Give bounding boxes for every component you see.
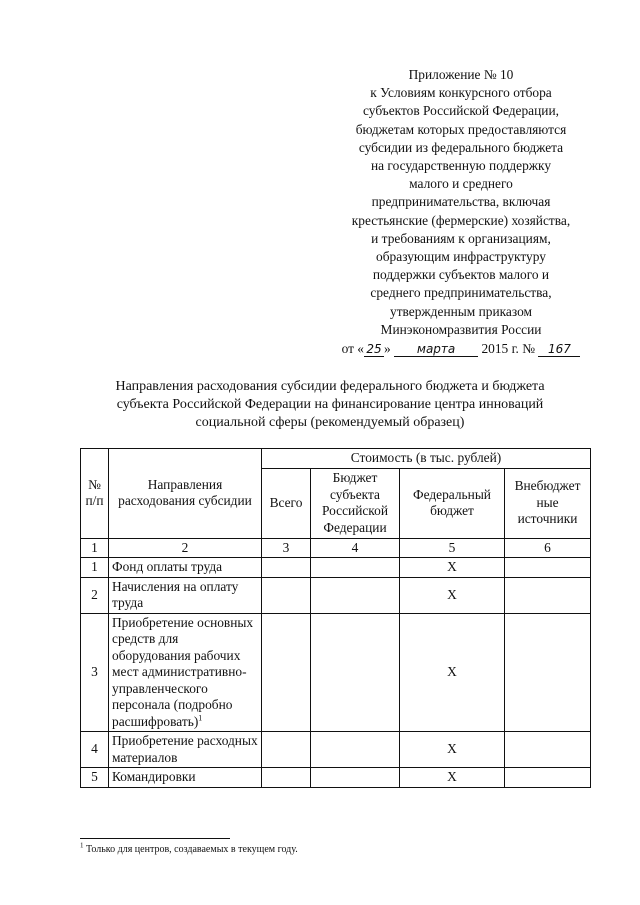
title-line: субъекта Российской Федерации на финансирование центра инноваций (116, 397, 544, 412)
appendix-line: бюджетам которых предоставляются (355, 121, 567, 137)
appendix-line: Приложение № 10 (408, 67, 514, 82)
order-date-line (330, 340, 592, 358)
row-num: 5 (81, 768, 109, 788)
appendix-line: Минэкономразвития России (380, 321, 542, 337)
row-direction: Начисления на оплату труда (109, 577, 262, 613)
appendix-line: и требованиям к организациям, (371, 230, 551, 246)
header-off-budget: Внебюджет ные источники (505, 468, 591, 538)
row-subject-budget (311, 768, 400, 788)
row-federal-budget: X (400, 558, 505, 578)
footnote-divider (80, 838, 230, 839)
row-direction: Приобретение основных средств для оборудования рабочих мест административно-управленческого персонала (подробно расшифровать) (112, 614, 254, 729)
col-number: 3 (262, 538, 311, 558)
expense-table (80, 448, 591, 788)
table-row (81, 577, 591, 613)
appendix-header (330, 66, 592, 358)
row-num: 1 (81, 558, 109, 578)
handwritten-month: марта (394, 342, 478, 357)
row-subject-budget (311, 558, 400, 578)
footnote-text: Только для центров, создаваемых в текущем году. (86, 844, 298, 855)
row-direction: Фонд оплаты труда (109, 558, 262, 578)
row-subject-budget (311, 732, 400, 768)
appendix-line: к Условиям конкурсного отбора (370, 85, 552, 101)
table-row (81, 732, 591, 768)
header-federal-budget: Федеральный бюджет (400, 468, 505, 538)
row-total (262, 732, 311, 768)
row-subject-budget (311, 613, 400, 732)
title-line: социальной сферы (рекомендуемый образец) (195, 415, 465, 430)
handwritten-order-number: 167 (538, 342, 580, 357)
date-year: 2015 г. № (481, 341, 536, 357)
row-num: 4 (81, 732, 109, 768)
col-number: 5 (400, 538, 505, 558)
row-federal-budget: X (400, 768, 505, 788)
row-off-budget (505, 558, 591, 578)
table-row (81, 558, 591, 578)
table-row (81, 613, 591, 732)
row-total (262, 577, 311, 613)
appendix-line: на государственную поддержку (370, 158, 552, 174)
row-off-budget (505, 732, 591, 768)
row-off-budget (505, 613, 591, 732)
appendix-line: поддержки субъектов малого и (372, 267, 550, 283)
header-num: № п/п (81, 449, 109, 539)
appendix-line: субъектов Российской Федерации, (363, 103, 559, 119)
date-mid: » (384, 341, 391, 357)
appendix-line: субсидии из федерального бюджета (358, 139, 564, 155)
appendix-line: крестьянские (фермерские) хозяйства, (351, 212, 571, 228)
handwritten-day: 25 (364, 342, 384, 357)
row-off-budget (505, 577, 591, 613)
title-line: Направления расходования субсидии федерального бюджета и бюджета (115, 379, 545, 394)
col-number: 2 (109, 538, 262, 558)
date-prefix: от « (341, 341, 365, 357)
header-subject-budget: Бюджет субъекта Российской Федерации (311, 468, 400, 538)
appendix-line: малого и среднего (409, 176, 513, 192)
header-total: Всего (262, 468, 311, 538)
header-cost-group: Стоимость (в тыс. рублей) (262, 449, 591, 469)
row-direction-cell (109, 613, 262, 732)
row-total (262, 768, 311, 788)
row-total (262, 613, 311, 732)
row-direction: Командировки (109, 768, 262, 788)
appendix-line: среднего предпринимательства, (370, 285, 552, 301)
row-num: 3 (81, 613, 109, 732)
row-federal-budget: X (400, 577, 505, 613)
col-number: 6 (505, 538, 591, 558)
footnote (80, 841, 298, 855)
document-title (70, 378, 590, 432)
col-number: 4 (311, 538, 400, 558)
row-num: 2 (81, 577, 109, 613)
footnote-mark: 1 (80, 841, 84, 850)
row-off-budget (505, 768, 591, 788)
row-total (262, 558, 311, 578)
header-direction: Направления расходования субсидии (109, 449, 262, 539)
table-row (81, 768, 591, 788)
col-number: 1 (81, 538, 109, 558)
footnote-ref: 1 (198, 713, 203, 723)
row-federal-budget: X (400, 613, 505, 732)
row-federal-budget: X (400, 732, 505, 768)
appendix-line: утвержденным приказом (390, 303, 532, 319)
row-direction: Приобретение расходных материалов (109, 732, 262, 768)
row-subject-budget (311, 577, 400, 613)
appendix-line: предпринимательства, включая (371, 194, 551, 210)
appendix-line: образующим инфраструктуру (376, 249, 546, 265)
